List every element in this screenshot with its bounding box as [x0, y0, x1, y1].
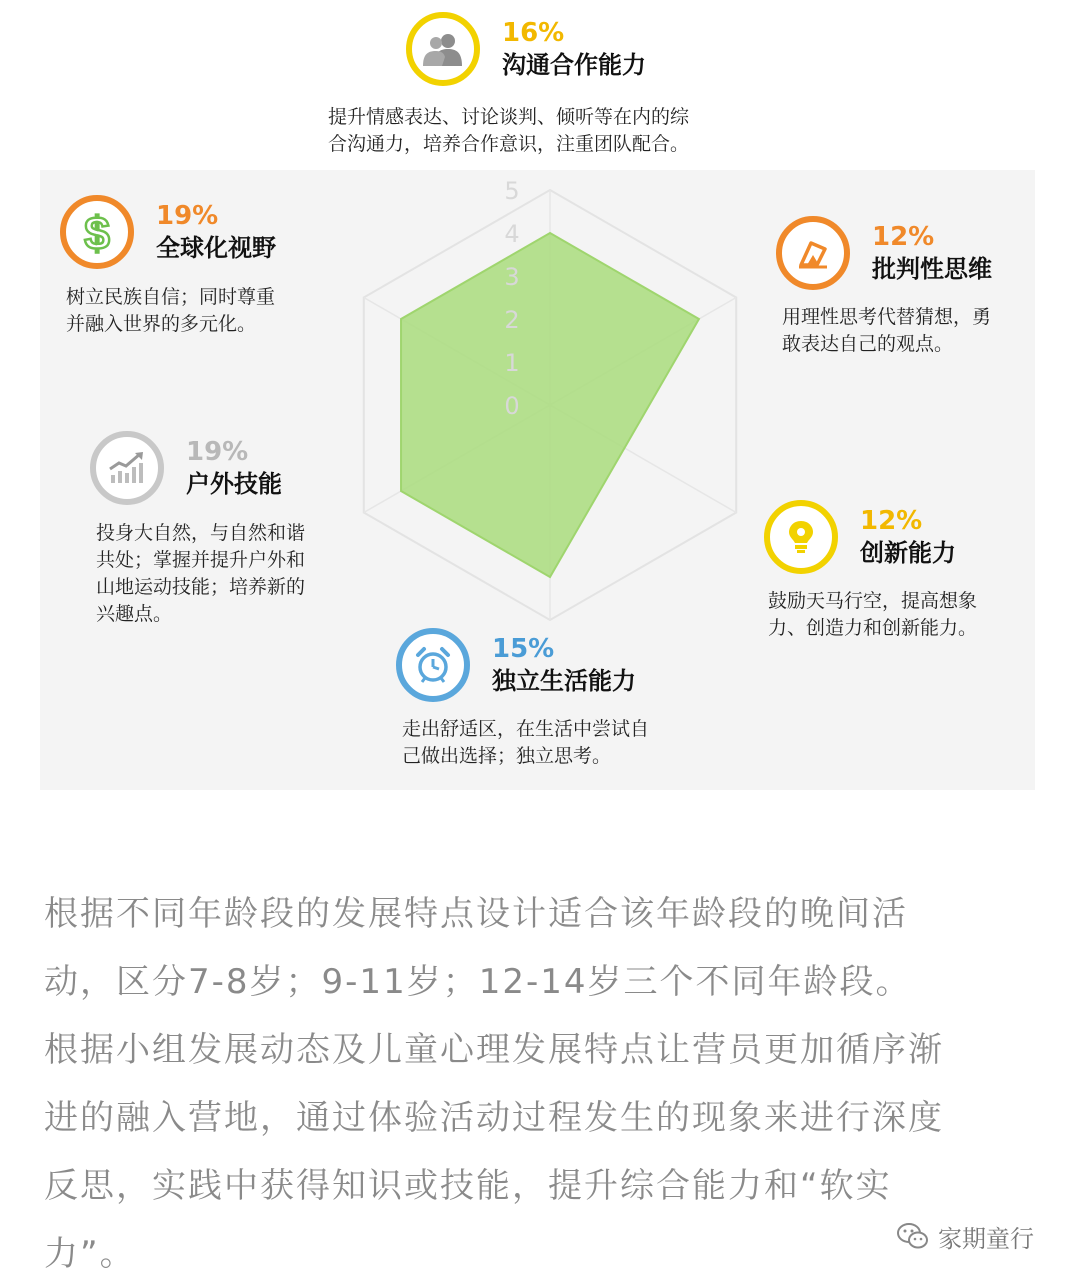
card-description: 鼓励天马行空，提高想象 力、创造力和创新能力。 [768, 590, 978, 639]
card-description: 用理性思考代替猜想，勇 敢表达自己的观点。 [782, 306, 992, 355]
card-percent: 12% [860, 506, 923, 536]
card-percent: 19% [186, 437, 249, 467]
pen-icon [776, 216, 850, 290]
card-title: 户外技能 [186, 470, 282, 498]
radar-tick-label: 2 [504, 306, 520, 334]
card-description: 提升情感表达、讨论谈判、倾听等在内的综 合沟通力，培养合作意识，注重团队配合。 [328, 106, 690, 155]
card-title: 沟通合作能力 [502, 51, 646, 79]
radar-data-area [401, 233, 699, 577]
wechat-icon [896, 1221, 930, 1251]
card-title: 批判性思维 [872, 255, 992, 283]
card-percent: 15% [492, 634, 555, 664]
watermark-text: 家期童行 [938, 1224, 1034, 1253]
radar-tick-label: 4 [504, 220, 520, 248]
lightbulb-icon [764, 500, 838, 574]
card-title: 独立生活能力 [492, 667, 636, 695]
alarm-clock-icon [396, 628, 470, 702]
svg-text:$: $ [84, 209, 110, 255]
card-percent: 12% [872, 222, 935, 252]
card-title: 创新能力 [860, 539, 956, 567]
radar-tick-label: 1 [504, 349, 520, 377]
body-paragraph: 根据不同年龄段的发展特点设计适合该年龄段的晚间活 动，区分7-8岁；9-11岁；12-14岁三个不同年龄段。 根据小组发展动态及儿童心理发展特点让营员更加循序渐 进的融入营地，通过体验活动过程发生的现象来进行深度 反思，实践中获得知识或技能，提升综合能力和“软实 力”。 [44, 894, 944, 1274]
card-description: 走出舒适区，在生活中尝试自 己做出选择；独立思考。 [402, 718, 650, 767]
watermark [896, 1216, 1034, 1256]
card-percent: 16% [502, 18, 565, 48]
card-percent: 19% [156, 201, 219, 231]
radar-tick-label: 5 [504, 177, 520, 205]
card-description: 树立民族自信；同时尊重 并融入世界的多元化。 [66, 286, 276, 335]
card-description: 投身大自然，与自然和谐 共处；掌握并提升户外和 山地运动技能；培养新的 兴趣点。 [96, 522, 306, 625]
growth-chart-icon [90, 431, 164, 505]
people-icon [406, 12, 480, 86]
dollar-icon [60, 195, 134, 269]
radar-tick-label: 0 [504, 392, 520, 420]
card-title: 全球化视野 [156, 234, 276, 262]
radar-tick-label: 3 [504, 263, 520, 291]
